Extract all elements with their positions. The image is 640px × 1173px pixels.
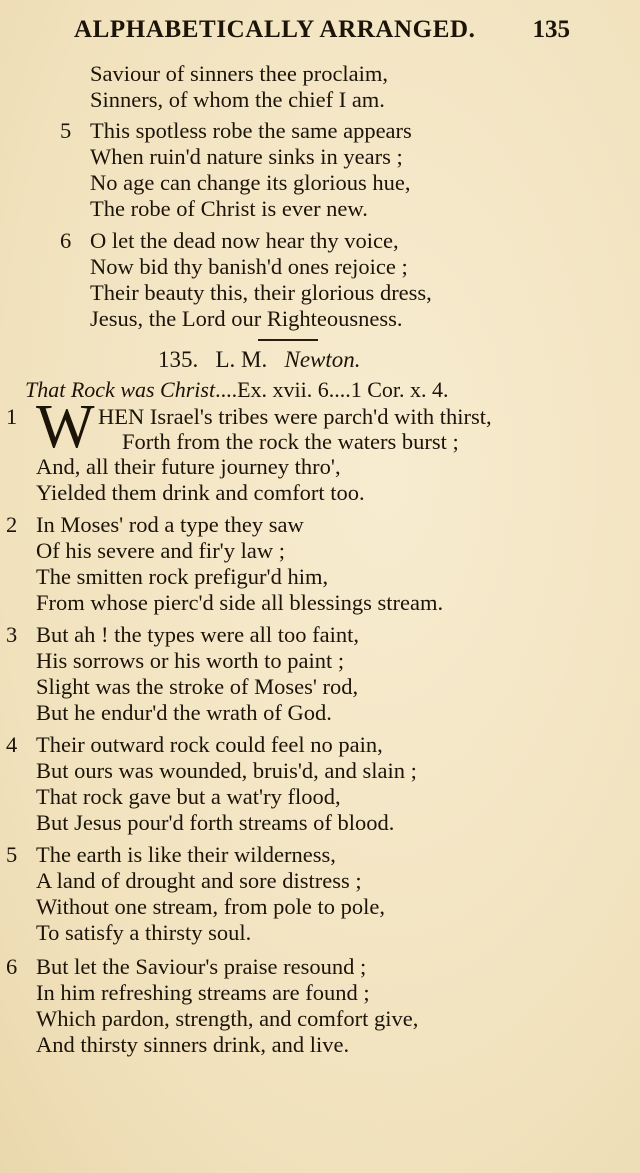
stanza-number: 4 bbox=[6, 732, 18, 757]
verse-line: His sorrows or his worth to paint ; bbox=[36, 648, 345, 673]
verse-line: Saviour of sinners thee proclaim, bbox=[90, 61, 389, 86]
verse-line: The smitten rock prefigur'd him, bbox=[36, 564, 329, 589]
verse-line: And thirsty sinners drink, and live. bbox=[36, 1032, 350, 1057]
verse-line: Slight was the stroke of Moses' rod, bbox=[36, 674, 359, 699]
verse-line: Which pardon, strength, and comfort give, bbox=[36, 1006, 419, 1031]
verse-line: But ah ! the types were all too faint, bbox=[36, 622, 360, 647]
page-number: 135 bbox=[532, 16, 570, 43]
verse-line: O let the dead now hear thy voice, bbox=[90, 228, 399, 253]
hymn-author: Newton. bbox=[284, 347, 361, 372]
verse-line: To satisfy a thirsty soul. bbox=[36, 920, 252, 945]
hymn-meter: L. M. bbox=[215, 347, 268, 372]
verse-line: That rock gave but a wat'ry flood, bbox=[36, 784, 341, 809]
verse-line: But let the Saviour's praise resound ; bbox=[36, 954, 367, 979]
verse-line: The robe of Christ is ever new. bbox=[90, 196, 368, 221]
verse-line: No age can change its glorious hue, bbox=[90, 170, 411, 195]
scripture-text: That Rock was Christ bbox=[25, 377, 216, 402]
stanza-number: 5 bbox=[60, 118, 72, 143]
verse-line: And, all their future journey thro', bbox=[36, 454, 341, 479]
stanza-number: 6 bbox=[60, 228, 72, 253]
verse-line: The earth is like their wilderness, bbox=[36, 842, 336, 867]
verse-line: From whose pierc'd side all blessings stream. bbox=[36, 590, 444, 615]
stanza-number: 1 bbox=[6, 404, 18, 429]
drop-cap: W bbox=[36, 393, 95, 461]
hymn-title bbox=[158, 346, 361, 374]
verse-line: Sinners, of whom the chief I am. bbox=[90, 87, 385, 112]
running-head: ALPHABETICALLY ARRANGED. bbox=[74, 16, 476, 43]
verse-line: This spotless robe the same appears bbox=[90, 118, 412, 143]
verse-line: But ours was wounded, bruis'd, and slain ; bbox=[36, 758, 417, 783]
scripture-citation: ....Ex. xvii. 6....1 Cor. x. 4. bbox=[215, 377, 449, 402]
stanza-number: 6 bbox=[6, 954, 18, 979]
verse-line: But he endur'd the wrath of God. bbox=[36, 700, 332, 725]
verse-line: Of his severe and fir'y law ; bbox=[36, 538, 285, 563]
verse-line: A land of drought and sore distress ; bbox=[36, 868, 362, 893]
verse-line: Their outward rock could feel no pain, bbox=[36, 732, 383, 757]
stanza-number: 2 bbox=[6, 512, 18, 537]
verse-line: Yielded them drink and comfort too. bbox=[36, 480, 365, 505]
verse-line: Their beauty this, their glorious dress, bbox=[90, 280, 432, 305]
verse-line: Without one stream, from pole to pole, bbox=[36, 894, 386, 919]
verse-line: HEN Israel's tribes were parch'd with thirst, bbox=[98, 404, 492, 429]
verse-line: When ruin'd nature sinks in years ; bbox=[90, 144, 403, 169]
verse-line: In him refreshing streams are found ; bbox=[36, 980, 370, 1005]
section-divider bbox=[258, 339, 318, 341]
page-header bbox=[70, 16, 570, 50]
verse-line: Now bid thy banish'd ones rejoice ; bbox=[90, 254, 408, 279]
verse-line: Forth from the rock the waters burst ; bbox=[122, 429, 459, 454]
verse-line: In Moses' rod a type they saw bbox=[36, 512, 304, 537]
hymn-number: 135. bbox=[158, 347, 199, 372]
verse-line: Jesus, the Lord our Righteousness. bbox=[90, 306, 403, 331]
stanza-number: 3 bbox=[6, 622, 18, 647]
stanza-number: 5 bbox=[6, 842, 18, 867]
verse-line: But Jesus pour'd forth streams of blood. bbox=[36, 810, 395, 835]
